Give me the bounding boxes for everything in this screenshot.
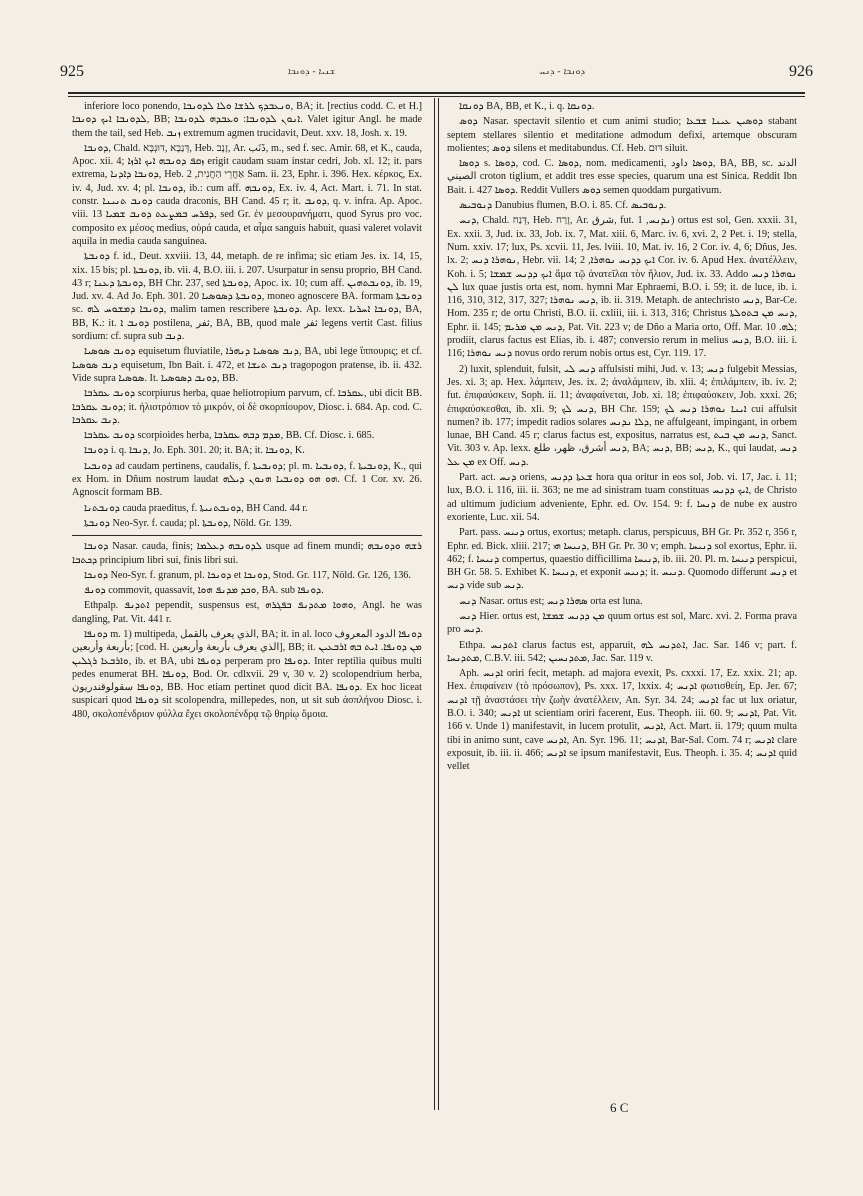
entry-paragraph: ܕܢܚ Nasar. ortus est; ܣܗܪܐ ܕܢܚ orta est luna. xyxy=(459,595,643,607)
entry-paragraph: 2) luxit, splenduit, fulsit, ܕܢܚ ܠܝ affulsisti mihi, Jud. v. 13; ܕܢܚ fulgebit Messias, Jes. xi. 3; ap. Hex. λάμπειν, Jes. ix. 2; ἀναλάμπειν, ib. xlii. 4; ἐπιλάμπειν, ib. iv. 2; fut. ἐπιφαύσκειν, Soph. ii. 11; ἀναφαίνεται, Job. xi. 18; ἐπιφαύσκειν, Job. xxxi. 26; ἐπιφαύσκεσθαι, ib. xli. 9; ܕܢܚ ܠܟ, BH Chr. 159; ܐܝܢܐ ܢܘܗܪܐ ܕܢܚ ܠܟ cui affulsit numen? ib. 177; impedit radios solares ܕܠܐ ܢܕܢܚ, ne affulgeant, impingant, in orbem lunae, BH Cand. 45 r; clarus factus est, expositus, narratus est, ܕܢܚ ܡܢ ܒܝܬ, Sanct. Vit. 303 v. Ap. lexx. ܕܢܚ أشرق، ظهر، طلع, BA; ܕܢܚ, BB; ܕܢܚ, K., qui laudat, ܕܢܚ ܡܢ ܥܠ ex Off. ܕܢܚ. xyxy=(447,363,797,468)
entry-paragraph: ܕܘܢܒܝܐ ad caudam pertinens, caudalis, f. ܕܘܢܒܝܬܐ; pl. m. ܕܘܢܒܝܐ, f. ܕܘܢܒܝܬܐ, K., qui ex Hom. in Dñum nostrum laudat ܗܘ ܗܘ ܕܘܢܒܝܐ ܗܢܘܢ ܕܝܠܗ. Cf. 1 Cor. xv. 26. Agnoscit formam BB. xyxy=(72,460,422,499)
signature-mark: 6 C xyxy=(610,1100,629,1115)
entry-paragraph: ܕܘܢܒܬܐ Neo-Syr. f. cauda; pl. ܕܘܢܒܬܐ, Nöld. Gr. 139. xyxy=(84,517,292,529)
right-running-title: ܕܘܢܒܐ - ܕܢܚ xyxy=(539,67,585,77)
entry-paragraph: Part. pass. ܕܢܝܚ ortus, exortus; metaph. clarus, perspicuus, BH Gr. Pr. 352 r, 356 r, Ephr. ed. Bick. xliii. 217; ܕܢܝܚܐ ܗܝ, BH Gr. Pr. 30 v; emph. ܕܢܝܚܐ sol exortus, Ephr. ii. 462; f. ܕܢܝܚܐ compertus, quaestio difficillima ܕܢܝܚܐ, ib. iii. 20. Pl. m. ܕܢܝܚܐ perspicui, BH Gr. 58. 5. Exhibet K. ܕܢܝܚܐ, et exponit ܕܢܝܚ; it. ܕܢܝܚ. Quomodo differunt ܕܢܚ et ܕܢܚ vide sub ܕܢܚ. xyxy=(447,527,797,592)
entry-paragraph: ܕܘܢܒ ܥܩܪܒܐ scorpioides herba, ܡܕܡ ܕܒܗ ܥܩܪܒܐ, BB. Cf. Diosc. i. 685. xyxy=(84,430,375,442)
entry-paragraph: Ethpa. ܐܬܕܢܚ clarus factus est, apparuit, ܐܬܕܢܚ ܠܗ, Jac. Sar. 146 v; part. f. ܡܬܕܢܚܐ, C.B.V. iii. 542; ܡܬܕܢܚܝܢ, Jac. Sar. 119 v. xyxy=(447,639,797,664)
running-header xyxy=(60,58,813,86)
entry-paragraph: Part. act. ܕܢܚ oriens, ܫܥܬܐ ܕܕܢܚ hora qua oritur in eos sol, Job. vi. 17, Jac. i. 11; lux, B.O. i. 116, iii. ii. 363; ne me ad sinistram tuam constituas ܐܝܟ ܕܕܢܚ, de Christo ad ultimum judicium adveniente, Ephr. ed. Ov. 154. 9: f. ܕܢܚܐ de nube ex austro exoriente, Luc. xii. 54. xyxy=(447,472,797,523)
entry-paragraph: ܕܘܢܒ ܣܘܣܝܐ equisetum fluviatile, ܕܢܒ ܣܘܣܝܐ ܕܢܗܪܐ, BA, ubi lege ἵππουρις; et cf. ܕܢܒ ܣܘܣܝܐ equisetum, Ibn Bait. i. 472, et ܕܢܒ ܬܝܫܐ tragopogon pratense, ib. ii. 432. Vide supra ܣܘܣܝܐ. It. ܕܘܢܒ ܕܣܘܣܝܐ, BB. xyxy=(72,346,422,384)
entry-paragraph: ܕܘܢܟܐ Neo-Syr. f. granum, pl. ܕܘܢܟܐ et ܕܘܢܟܐ, Stod. Gr. 117, Nöld. Gr. 126, 136. xyxy=(84,569,411,581)
column-separator xyxy=(434,98,439,1110)
left-column xyxy=(72,100,422,1110)
entry-paragraph: ܕܘܢܒ ܥܩܪܒܐ scorpiurus herba, quae heliotropium parvum, cf. ܥܩܪܒܐ, ubi dicit BB. ܕܘܢܒ ܥܩܪܒܐ; it. ἡλιοτρόπιον τὸ μικρόν, οἱ δὲ σκορπίουρον, Diosc. i. 684. Ap. cod. C. ܕܢܒ ܥܩܪܒܐ. xyxy=(72,388,422,426)
entry-paragraph: ܕܢܘܒܝܣ Danubius flumen, B.O. i. 85. Cf. ܕܢܘܒܝܣ. xyxy=(459,200,667,212)
entry-paragraph: ܕܘܢܒܐ Nasar. cauda, finis; ܠܕܘܢܒܗ ܕܥܠܡܐ usque ad finem mundi; ܪܫܗ ܘܕܘܢܒܗ ܕܟܬܒܐ principium libri sui, finis libri sui. xyxy=(72,535,422,567)
entry-paragraph: ܕܘܣܐ s. ܕܘܣܐ, cod. C. ܕܘܣܐ, nom. medicamenti, ܕܘܣܐ داود, BA, BB, sc. الدند الصيني croton tiglium, et addit tres esse species, quarum una est Sinica. Reddit Ibn Bait. i. 427 ܕܘܣܐ. Reddit Vullers ܕܘܣ semen quoddam purgativum. xyxy=(447,158,797,196)
entry-paragraph: inferiore loco ponendo, ܘܢܥܒܕܟ ܠܪܫܐ ܘܠܐ ܠܕܘܢܒܐ, BA; it. [rectius codd. C. et H.] ܠܕܘܢܒܐ ܐܝܟ ܕܘܢܒܐ, BB; ܐܢܘܢ ܠܕܘܢܒܐ: ܘܥܒܕܗ ܠܕܘܢܒܐ. Valet igitur Angl. he made them the tail, sed Heb. ܙܢܒ extremum agmen trucidavit, Deut. xxv. 18, Josh. x. 19. xyxy=(72,101,422,139)
entry-paragraph: Aph. ܐܕܢܚ oriri fecit, metaph. ad majora evexit, Ps. cxxxi. 17, Ez. xxix. 21; ap. Hex. ἐπιφαίνειν (τὸ πρόσωπον), Ps. xxx. 17, lxxix. 4; ܐܕܢܚ φωτισθείη, Ep. Jer. 67; ܐܕܢܚ τῇ ἀναστάσει τὴν ζωὴν ἀνατέλλειν, An. Syr. 34. 24; ܐܕܢܚ fac ut lux oriatur, B.O. i. 340; ܐܕܢܚ ut scientiam oriri facerent, Eus. Theoph. iii. 60. 9; ܐܕܢܚ, Pat. Vit. 166 v. Unde 1) manifestavit, in lucem protulit, ܐܕܢܚ, Act. Mart. ii. 179; quum multa tibi in animo sunt, cave ܐܕܢܚ, An. Syr. 196. 11; ܐܕܢܚ, Bar-Sal. Com. 74 r; ܐܕܢܚ clare exposuit, ib. iii. ii. 466; ܐܕܢܚ se ipsum manifestavit, Eus. Theoph. i. 35. 4; ܐܕܢܚ quid vellet xyxy=(447,668,797,773)
header-rule xyxy=(68,92,805,97)
entry-paragraph: ܕܘܢܒܬܐ f. id., Deut. xxviii. 13, 44, metaph. de re infima; sic etiam Jes. ix. 14, 15, xix. 15 bis; pl. ܕܘܢܒܬܐ, ib. vii. 4, B.O. iii. i. 207. Usurpatur in sensu proprio, BH Cand. 43 r; ܕܘܢܒܬܐ ܕܥܢܐ, BH Chr. 237, sed ܕܘܢܒܬܐ, Apoc. ix. 10; cum aff. ܕܘܢܒܬܗܝܢ, ib. 19, Jud. xv. 4. Ad Jo. Eph. 301. 20 ܕܘܢܒܬܐ ܕܣܘܣܝܐ, moneo agnoscere BA. formam ܕܘܢܒܬܐ sc. ܕܘܢܒܐ ܕܡܫܘܚ ܠܗ, malim tamen rescribere ܕܘܢܒܬܐ. Ap. lexx. ܕܘܢܒܐ ܐܚܪܝܐ, BA, BB, K.: it. ܕܘܢܒ ܐ postilena, ثفر, BA, BB, quod male ثفر legens vertit Cast. filius sordium: cf. supra sub ܕܢܒ. xyxy=(72,251,422,343)
right-page-number: 926 xyxy=(788,63,813,80)
entry-paragraph: ܕܢܚ, Chald. דְּנַח, Heb. זָרַח, Ar. شرق, fut. ܢܕܢܚ, 1) ortus est sol, Gen. xxxii. 31, Ex. xxii. 3, Jud. ix. 33, Job. ix. 7, Mat. xiii. 6, Marc. iv. 6, xvi. 2, 2 Pet. i. 19; stella, Num. xxiv. 17; lux, Ps. xcvii. 11, Jes. lviii. 10, Mat. iv. 16, 2 Cor. iv. 4, 6; Dñus, Jes. lx. 2; ܢܘܗܪܐ ܕܢܚ, Hebr. vii. 14; ܐܝܟ ܕܕܢܚ ܢܘܗܪܐ, 2 Cor. iv. 6. Apud Hex. ἀνατέλλειν, Koh. i. 5; ܐܝܟ ܕܕܢܚ ܫܡܫܐ ἅμα τῷ ἀνατεῖλαι τὸν ἥλιον, Jud. ix. 33. Addo ܢܘܗܪܐ ܕܢܚ ܠܢ lux quae justis orta est, nom. hymni Mar Ephraemi, B.O. i. 59; it. de luce, ib. i. 116, 310, 312, 317, 327; ܕܢܚ ܢܘܗܪܐ, ib. ii. 319. Metaph. de antechristo ܕܢܚ, Bar-Ce. Hom. 235 r; de ortu Christi, B.O. ii. cxliii, iii. i. 313, 316; Christus ܕܢܚ ܡܢ ܒܬܘܠܬܐ, Ephr. ii. 145; ܕܢܚ ܡܢ ܡܪܝܡ, Pat. Vit. 223 v; de Dño a Maria orto, Off. Mar. ܠܗ. 10; prodiit, clarus factus est Elias, ib. i. 487; conversio rerum in melius ܕܢܚ, B.O. iii. i. 116; ܕܢܚ ܢܘܗܪܐ novus ordo rerum nobis ortus est, Cyr. 119. 17. xyxy=(447,215,797,360)
entry-paragraph: ܕܢܚ Hier. ortus est, ܡܢ ܕܕܢܚ ܫܡܫܐ quum ortus est sol, Marc. xvi. 2. Forma prava pro ܕܢܚ. xyxy=(447,610,797,636)
entry-paragraph: ܕܘܢܒܬܢܐ cauda praeditus, f. ܕܘܢܒܬܢܝܬܐ, BH Cand. 44 r. xyxy=(84,502,308,514)
entry-paragraph: ܕܘܢܦ commovit, quassavit, ܘܟܕ ܡܕܢܦ ܗܘܐ, BA. sub ܕܘܢܦܐ. xyxy=(84,585,324,597)
right-column xyxy=(447,100,797,1110)
entry-paragraph: ܕܘܢܒܐ, Chald. דְּנַבָא ,דּוּנְבָּא, Heb. זָנָב, Ar. ذَنَب, m., sed f. sec. Amir. 68, et K., cauda, Apoc. xii. 4; ܙܩܦ ܕܘܢܒܗ ܐܝܟ ܐܪܙܐ erigit caudam suam instar cedri, Job. xl. 12; it. pars extrema, ܕܘܢܒܐ ܕܐܕܢܐ, Heb. אַחֲרֵי הַחֲנִית, 2 Sam. ii. 23, Ephr. i. 396. Hex. κέρκος, Ex. iv. 4, Jud. xv. 4; pl. ܕܘܢܒܐ, ib.: cum aff. ܕܘܢܒܗ, Ex. iv. 4, Act. Mart. i. 71. In stat. constr. ܕܘܢܒ ܬܢܝܢܐ cauda draconis, BH Cand. 45 r; it. ܕܘܢܒ, q. v. infra. Ap. Apoc. viii. 13 ܕܦܪܚ ܒܡܨܥܬ ܕܘܢܒ ܫܡܝܐ, sed Gr. ἐν μεσουρανήματι, quod Syrus pro voc. composito ex μέσος medius, οὐρά cauda, et αἷμα sanguis habuit, quasi valeret volavit aquila in media cauda sanguinea. xyxy=(72,142,422,247)
left-running-title: ܫܢܝܐ - ܕܘܢܒܐ xyxy=(288,67,336,77)
entry-paragraph: Ethpalp. ܐܬܕܢܦ pependit, suspensus est, ܘܗܘܐ ܡܬܕܢܦ ܒܦܓܪܗ, Angl. he was dangling, Pat. Vit. 441 r. xyxy=(72,600,422,625)
entry-paragraph: ܕܘܢܩܐ BA, BB, et K., i. q. ܕܘܢܩܐ. xyxy=(459,101,595,112)
left-page-number: 925 xyxy=(60,63,84,80)
entry-paragraph: ܕܘܢܒܐ i. q. ܕܢܒܐ, Jo. Eph. 301. 20; it. BA; it. ܕܘܢܒܐ, K. xyxy=(84,445,305,457)
entry-paragraph: ܕܘܢܦܐ m. 1) multipeda, الذي يعرف بالقمل, BA; it. in al. loco ܕܘܢܦܐ الدود المعروف بأربعة وأربعين; [cod. H. الذي يعرف بأربعة وأربعين], BB; it. ܡܢ ܕܘܢܦܐ. ܐܝܬ ܒܗ ܐܪܒܥܝܢ ܘܐܪܒܥܐ ܪܓܠܝܢ, ib. et BA, ubi ܕܘܢܦܐ perperam pro ܕܘܢܦܐ. Inter reptilia quibus multi pedes enumerat BH. ܕܘܢܦܐ, Bod. Or. cdlxvii. 29 v, 30 v. 2) scolopendrium herba, ܕܘܢܦܐ سقولوقندريون, BB. Hoc etiam pertinet quod dicit BA. ܕܘܢܦܐ. Ex hoc liceat suspicari quod ܕܘܢܦܐ sit scolopendra, millepedes, non, ut sit sub ἀσπλήνου Diosc. i. 480, σκολοπένδριον φύλλα ἔχει σκολοπένδρᾳ τῷ θηρίῳ ὅμοια. xyxy=(72,628,422,720)
entry-paragraph: ܕܘܣ Nasar. spectavit silentio et cum animi studio; ܕܘܣܝܢ ܥܝܢܐ ܫܒܥܐ stabant septem stellares silentio et meditatione admodum defixi, artemque obscuram molientes; ܕܘܣ silens et meditabundus. Cf. Heb. דּוּם siluit. xyxy=(447,116,797,154)
